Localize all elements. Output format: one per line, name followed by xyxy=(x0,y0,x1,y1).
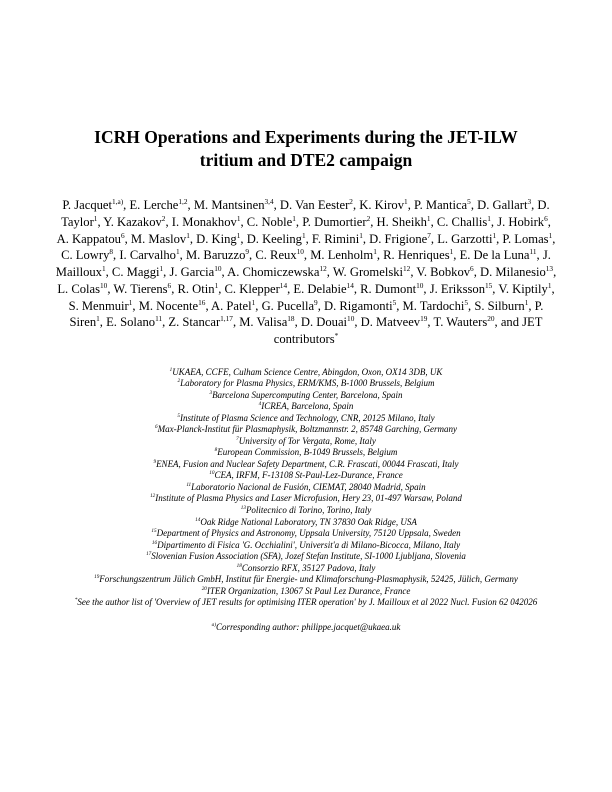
author-segment: , G. Pucella xyxy=(255,298,315,313)
author-affiliation-superscript: 5 xyxy=(392,297,397,307)
author-affiliation-superscript: 1 xyxy=(251,297,256,307)
author-affiliation-superscript: 1 xyxy=(292,213,296,223)
author-affiliation-superscript: 10 xyxy=(347,314,355,324)
author-affiliation-superscript: 12 xyxy=(403,263,411,273)
affiliation-line: $^{20}$ITER Organization, 13067 St Paul Lez Durance, France xyxy=(201,585,411,596)
author-affiliation-superscript: 1 xyxy=(404,197,408,206)
affiliation-line: $^9$ENEA, Fusion and Nuclear Safety Department, C.R. Frascati, 00044 Frascati, Italy xyxy=(153,458,459,469)
author-segment: , Y. Kazakov xyxy=(97,214,162,229)
title-line-1: ICRH Operations and Experiments during the JET-ILW xyxy=(94,127,518,147)
author-affiliation-superscript: 6 xyxy=(470,263,474,273)
author-segment: , D. Douai xyxy=(294,315,348,330)
author-affiliation-superscript: 7 xyxy=(427,230,431,240)
affiliation-line: $^{12}$Institute of Plasma Physics and Laser Microfusion, Hery 23, 01-497 Warsaw, Poland xyxy=(150,493,462,504)
affiliation-number: * xyxy=(74,597,78,604)
author-affiliation-superscript: 20 xyxy=(487,314,495,324)
author-segment: , D. Rigamonti xyxy=(317,298,393,313)
author-affiliation-superscript: 1 xyxy=(548,230,553,240)
author-segment: , J. Garcia xyxy=(163,265,215,280)
affiliation-number: 12 xyxy=(150,493,156,500)
author-affiliation-superscript: 1 xyxy=(214,280,219,290)
author-affiliation-superscript: 15 xyxy=(485,280,493,290)
author-segment: , A. Kappatou xyxy=(56,214,551,246)
affiliation-line: $^1$UKAEA, CCFE, Culham Science Centre, Abingdon, Oxon, OX14 3DB, UK xyxy=(169,366,443,377)
author-segment: , S. Silburn xyxy=(468,298,525,313)
affiliation-number: 2 xyxy=(177,378,181,385)
author-affiliation-superscript: 1 xyxy=(236,213,241,223)
author-affiliation-superscript: 1 xyxy=(101,263,106,273)
author-affiliation-superscript: 1 xyxy=(449,247,454,257)
author-affiliation-superscript: 9 xyxy=(245,247,250,257)
affiliation-line: $^{18}$Consorzio RFX, 35127 Padova, Italy xyxy=(236,562,376,573)
author-affiliation-superscript: 10 xyxy=(100,280,108,290)
author-affiliation-superscript: 1 xyxy=(175,247,180,257)
author-segment: , A. Patel xyxy=(205,298,252,313)
affiliation-number: 5 xyxy=(177,412,180,419)
author-affiliation-superscript: 10 xyxy=(214,263,222,273)
author-affiliation-superscript: 10 xyxy=(296,247,304,257)
affiliation-line: $^2$Laboratory for Plasma Physics, ERM/KMS, B-1000 Brussels, Belgium xyxy=(177,378,435,389)
affiliation-line: $^{15}$Department of Physics and Astronomy, Uppsala University, 75120 Uppsala, Sweden xyxy=(151,528,461,539)
author-segment: , P. Dumortier xyxy=(295,214,367,229)
author-segment: , C. Maggi xyxy=(105,265,160,280)
affiliation-number: 3 xyxy=(209,389,213,396)
affiliation-number: 13 xyxy=(240,504,246,511)
author-affiliation-superscript: 18 xyxy=(287,314,295,324)
author-affiliation-superscript: 3 xyxy=(527,197,532,206)
page-title xyxy=(0,0,612,172)
author-affiliation-superscript: 16 xyxy=(198,297,206,307)
author-segment: , J. Mailloux xyxy=(55,248,551,280)
author-affiliation-superscript: 1 xyxy=(487,213,491,223)
author-segment: , H. Sheikh xyxy=(370,214,427,229)
author-affiliation-superscript: 1 xyxy=(547,280,552,290)
affiliation-line: $^{13}$Politecnico di Torino, Torino, Italy xyxy=(240,504,372,515)
affiliation-number: 14 xyxy=(195,516,201,523)
author-segment: , W. Gromelski xyxy=(326,265,404,280)
title-line-2: tritium and DTE2 campaign xyxy=(199,150,413,171)
affiliation-number: 8 xyxy=(214,447,218,454)
author-segment: , C. Lowry xyxy=(61,231,556,263)
author-segment: , D. Milanesio xyxy=(473,265,546,280)
affiliation-number: 10 xyxy=(209,470,215,477)
author-affiliation-superscript: 6 xyxy=(544,213,548,223)
author-segment: , E. Solano xyxy=(99,315,156,330)
author-segment: , R. Otin xyxy=(171,281,215,296)
affiliation-number: 11 xyxy=(186,481,192,488)
author-affiliation-superscript: 1 xyxy=(186,230,190,240)
author-segment: , I. Carvalho xyxy=(113,248,176,263)
affiliation-number: 6 xyxy=(155,424,158,431)
affiliation-line: $^{11}$Laboratorio Nacional de Fusión, CIEMAT, 28040 Madrid, Spain xyxy=(186,481,426,492)
author-affiliation-superscript: 13 xyxy=(545,263,554,273)
author-segment: , M. Baruzzo xyxy=(179,248,246,263)
author-segment: , R. Henriques xyxy=(376,248,450,263)
author-segment: , E. De la Luna xyxy=(453,248,530,263)
author-segment: , E. Lerche xyxy=(123,198,179,213)
author-segment: , T. Wauters xyxy=(427,315,488,330)
author-affiliation-superscript: 1,2 xyxy=(178,197,188,206)
author-segment: , L. Garzotti xyxy=(430,231,493,246)
author-affiliation-superscript: 5 xyxy=(464,297,469,307)
author-segment: , P. Siren xyxy=(69,298,544,330)
author-segment: , V. Bobkov xyxy=(410,265,471,280)
author-segment: , D. Taylor xyxy=(61,198,550,229)
author-affiliation-superscript: 14 xyxy=(346,280,354,290)
author-affiliation-superscript: 2 xyxy=(366,213,371,223)
author-affiliation-superscript: 11 xyxy=(155,314,163,324)
affiliation-line: $^{14}$Oak Ridge National Laboratory, TN 37830 Oak Ridge, USA xyxy=(195,516,417,527)
affiliation-number: 9 xyxy=(153,458,157,465)
affiliation-line: $^{19}$Forschungszentrum Jülich GmbH, Institut für Energie- und Klimaforschung-Plasmaphysik, 52425, Jülich, Germany xyxy=(94,574,518,585)
author-affiliation-superscript: 12 xyxy=(319,263,327,273)
author-segment: , F. Rimini xyxy=(305,231,360,246)
affiliation-line: $^4$ICREA, Barcelona, Spain xyxy=(258,401,354,412)
author-segment: , A. Chomiczewska xyxy=(221,265,320,280)
author-segment: , C. Noble xyxy=(240,214,293,229)
affiliation-number: 20 xyxy=(201,585,207,592)
affiliation-line: $^{17}$Slovenian Fusion Association (SFA), Jozef Stefan Institute, SI-1000 Ljubljana, Slovenia xyxy=(146,551,466,562)
author-affiliation-superscript: 5 xyxy=(467,197,471,206)
affiliation-line: $^8$European Commission, B-1049 Brussels, Belgium xyxy=(214,447,398,458)
author-affiliation-superscript: 9 xyxy=(314,297,318,307)
author-list xyxy=(55,197,557,348)
author-affiliation-superscript: 1 xyxy=(373,247,377,257)
author-affiliation-superscript: 1 xyxy=(426,213,431,223)
corresponding-author-marker: a) xyxy=(211,621,216,628)
author-segment: , C. Klepper xyxy=(218,281,280,296)
affiliation-number: 15 xyxy=(151,528,157,535)
author-segment: , D. Van Eester xyxy=(273,198,350,213)
author-segment: , J. Eriksson xyxy=(423,281,485,296)
author-segment: , M. Maslov xyxy=(124,231,187,246)
author-segment: , P. Mantica xyxy=(407,198,468,213)
author-segment: , C. Challis xyxy=(430,214,488,229)
author-affiliation-superscript: * xyxy=(334,330,339,340)
author-segment: , D. King xyxy=(189,231,237,246)
affiliation-number: 4 xyxy=(258,401,262,408)
author-affiliation-superscript: 1 xyxy=(359,230,363,240)
author-segment: , D. Frigione xyxy=(362,231,428,246)
author-segment: , J. Hobirk xyxy=(490,214,545,229)
author-segment: P. Jacquet xyxy=(62,198,112,213)
author-segment: , M. Nocente xyxy=(132,298,199,313)
author-affiliation-superscript: 2 xyxy=(349,197,353,206)
affiliation-line: $^5$Institute of Plasma Science and Technology, CNR, 20125 Milano, Italy xyxy=(177,412,435,423)
author-affiliation-superscript: 1 xyxy=(128,297,133,307)
author-affiliation-superscript: 10 xyxy=(416,280,424,290)
author-segment: , D. Matveev xyxy=(354,315,421,330)
author-segment: , Z. Stancar xyxy=(162,315,221,330)
author-segment: , K. Kirov xyxy=(352,198,405,213)
affiliation-line: $^6$Max-Planck-Institut für Plasmaphysik, Boltzmannstr. 2, 85748 Garching, Germany xyxy=(155,424,457,435)
author-affiliation-superscript: 1 xyxy=(524,297,529,307)
author-affiliation-superscript: 1 xyxy=(96,314,100,324)
author-segment: , M. Valisa xyxy=(232,315,288,330)
author-affiliation-superscript: 1 xyxy=(492,230,497,240)
author-segment: , P. Lomas xyxy=(496,231,549,246)
author-affiliation-superscript: 19 xyxy=(420,314,428,324)
affiliation-number: 18 xyxy=(236,562,242,569)
author-affiliation-superscript: 8 xyxy=(109,247,114,257)
author-segment: , L. Colas xyxy=(57,265,557,296)
author-segment: , M. Lenholm xyxy=(303,248,374,263)
corresponding-author: $^{a)}$Corresponding author: philippe.jacquet@ukaea.uk xyxy=(211,621,401,632)
affiliation-number: 7 xyxy=(236,435,239,442)
affiliation-line: $^{10}$CEA, IRFM, F-13108 St-Paul-Lez-Durance, France xyxy=(209,470,403,481)
author-affiliation-superscript: 11 xyxy=(529,247,537,257)
author-segment: , M. Tardochi xyxy=(396,298,465,313)
author-affiliation-superscript: 1 xyxy=(236,230,241,240)
author-segment: , V. Kiptily xyxy=(492,281,548,296)
author-segment: , M. Mantsinen xyxy=(187,198,265,213)
author-affiliation-superscript: 1,17 xyxy=(220,314,233,324)
author-affiliation-superscript: 1 xyxy=(301,230,306,240)
author-affiliation-superscript: 6 xyxy=(120,230,125,240)
author-list-footnote: *See the author list of 'Overview of JET results for optimising ITER operation' by J. Mailloux et al 2022 Nucl. Fusion 62 042026 xyxy=(74,597,538,608)
author-affiliation-superscript: 6 xyxy=(167,280,172,290)
author-affiliation-superscript: 3,4 xyxy=(264,197,274,206)
author-segment: , D. Keeling xyxy=(240,231,302,246)
affiliation-number: 19 xyxy=(94,574,100,581)
author-segment: , R. Dumont xyxy=(353,281,417,296)
affiliation-line: $^7$University of Tor Vergata, Rome, Italy xyxy=(236,435,376,446)
author-segment: , S. Menmuir xyxy=(68,281,555,313)
author-segment: , D. Gallart xyxy=(470,198,528,213)
affiliation-line: $^3$Barcelona Supercomputing Center, Barcelona, Spain xyxy=(209,389,403,400)
author-affiliation-superscript: 2 xyxy=(161,213,166,223)
affiliation-number: 1 xyxy=(169,366,173,373)
author-affiliation-superscript: 1,a) xyxy=(112,197,124,206)
author-affiliation-superscript: 1 xyxy=(159,263,164,273)
author-segment: , and JET contributors xyxy=(273,315,543,347)
author-segment: , C. Reux xyxy=(249,248,297,263)
author-affiliation-superscript: 14 xyxy=(279,280,288,290)
affiliation-list xyxy=(60,367,552,609)
author-segment: , I. Monakhov xyxy=(165,214,237,229)
affiliation-number: 16 xyxy=(151,539,158,546)
author-segment: , W. Tierens xyxy=(107,281,168,296)
affiliation-number: 17 xyxy=(146,551,152,558)
author-segment: , E. Delabie xyxy=(287,281,347,296)
affiliation-line: $^{16}$Dipartimento di Fisica 'G. Occhialini', Universit'a di Milano-Bicocca, Milano, Italy xyxy=(151,539,461,550)
author-affiliation-superscript: 1 xyxy=(93,213,98,223)
